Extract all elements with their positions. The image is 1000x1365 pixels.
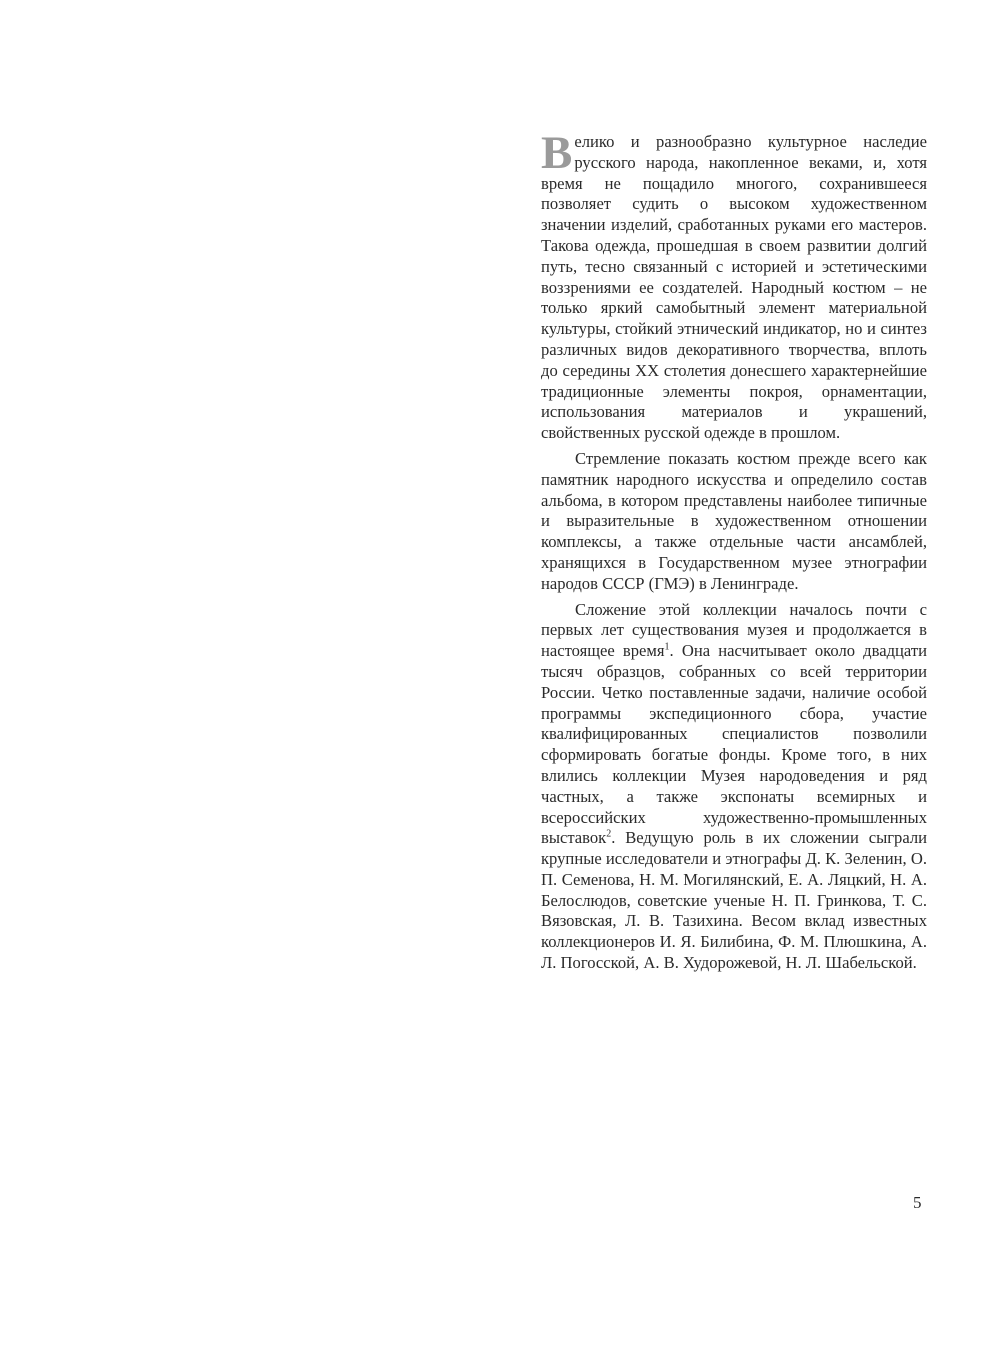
paragraph-3-text-a: Сложение этой коллекции началось почти с первых лет существования музея и продолжается в настоящее время <box>541 599 927 661</box>
drop-cap: В <box>541 127 573 179</box>
paragraph-3-text-b: . Она насчитывает около двадцати тысяч образцов, собранных со всей территории России. Четко поставленные задачи, наличие особой программы экспедиционного сбора, участие квалифицированных специалистов позволили сформировать богатые фонды. Кроме того, в них влились коллекции Музея народоведения и ряд частных, а также экспонаты всемирных и всероссийских художественно-промышленных выставок <box>541 641 927 848</box>
paragraph-1-text: елико и разнообразно культурное наследие русского народа, накопленное веками, и, хотя время не пощадило многого, сохранившееся позволяет судить о высоком художественном значении изделий, сработанных руками его мастеров. Такова одежда, прошедшая в своем развитии долгий путь, тесно связанный с историей и эстетическими воззрениями ее создателей. Народный костюм – не только яркий самобытный элемент материальной культуры, стойкий этнический индикатор, но и синтез различных видов декоративного творчества, вплоть до середины XX столетия донесшего характернейшие традиционные элементы покроя, орнаментации, использования материалов и украшений, свойственных русской одежде в прошлом. <box>541 132 927 443</box>
paragraph-3 <box>541 600 927 974</box>
paragraph-1 <box>541 127 927 444</box>
footnote-ref-1: 1 <box>664 641 670 653</box>
text-column <box>541 127 927 974</box>
page-number: 5 <box>913 1193 922 1212</box>
paragraph-2-text: Стремление показать костюм прежде всего как памятник народного искусства и определило состав альбома, в котором представлены наиболее типичные и выразительные в художественном отношении комплексы, а также отдельные части ансамблей, хранящихся в Государственном музее этнографии народов СССР (ГМЭ) в Ленинграде. <box>541 448 927 593</box>
paragraph-3-text-c: . Ведущую роль в их сложении сыграли крупные исследователи и этнографы Д. К. Зеленин, О. П. Семенова, Н. М. Могилянский, Е. А. Ляцкий, Н. А. Белослюдов, советские ученые Н. П. Гринкова, Т. С. Вязовская, Л. В. Тазихина. Весом вклад известных коллекционеров И. Я. Билибина, Ф. М. Плюшкина, А. Л. Погосской, А. В. Худорожевой, Н. Л. Шабельской. <box>541 828 927 973</box>
paragraph-2 <box>541 449 927 595</box>
footnote-ref-2: 2 <box>606 828 612 840</box>
